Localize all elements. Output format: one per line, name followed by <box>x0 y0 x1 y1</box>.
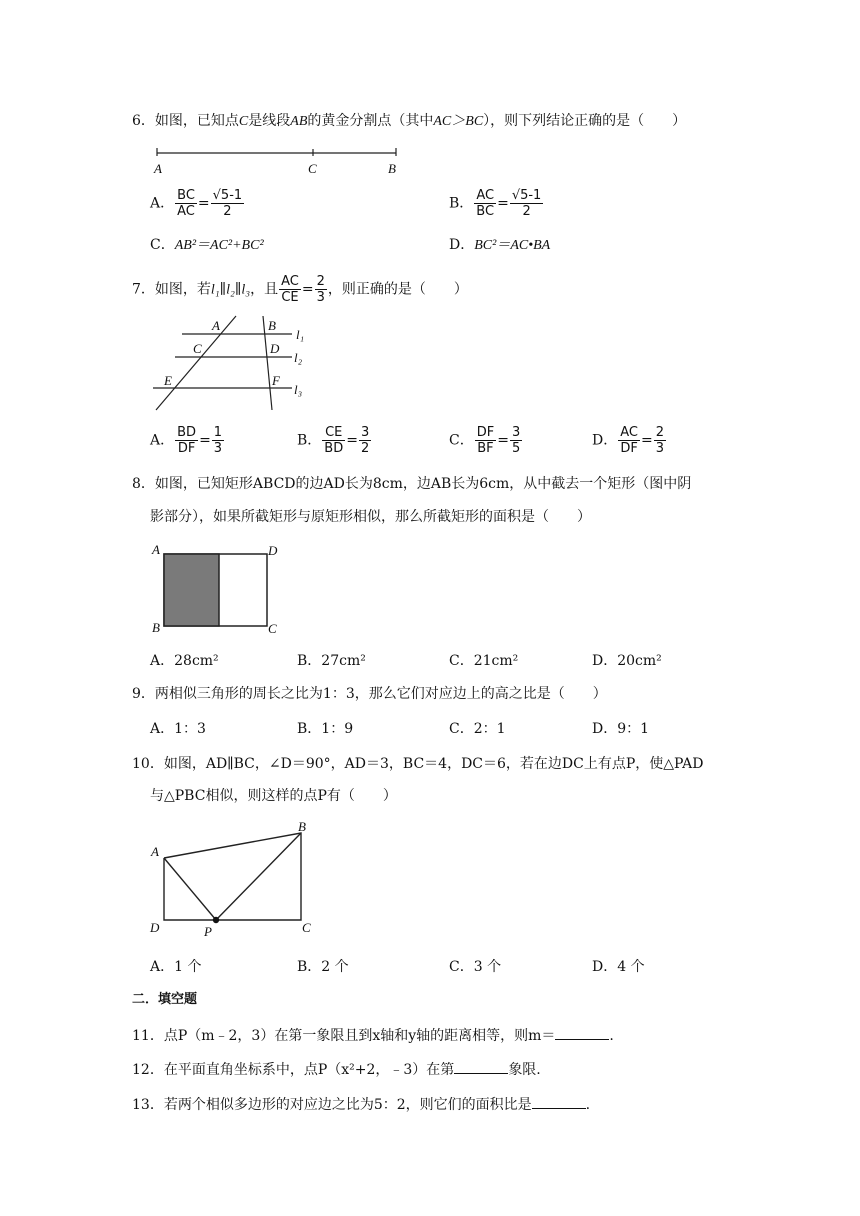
question-12: 12．在平面直角坐标系中，点P（x²+2，﹣3）在第 象限. <box>132 1059 541 1080</box>
q8-option-b[interactable]: B．27cm² <box>297 653 366 669</box>
q6-option-a[interactable]: A． $\frac{BC}{AC}$ = $\frac{√5-1}{2}$ <box>150 188 243 219</box>
fraction: $\frac{√5-1}{2}$ <box>212 188 243 219</box>
fraction: $\frac{√5-1}{2}$ <box>511 188 542 219</box>
fraction: $\frac{1}{3}$ <box>213 425 223 456</box>
question-number: 7． <box>132 281 155 298</box>
fraction: $\frac{AC}{BC}$ <box>476 188 495 219</box>
q8-option-a[interactable]: A．28cm² <box>150 653 219 669</box>
point-label-a: A <box>154 161 162 176</box>
q10-option-b[interactable]: B．2 个 <box>297 959 349 975</box>
answer-blank[interactable] <box>555 1025 609 1040</box>
fraction: $\frac{BC}{AC}$ <box>177 188 195 219</box>
question-13: 13．若两个相似多边形的对应边之比为5：2，则它们的面积比是 . <box>132 1094 590 1115</box>
point-label-a: A <box>151 844 159 859</box>
answer-blank[interactable] <box>532 1094 586 1109</box>
q6-option-c[interactable]: C．AB²＝AC²+BC² <box>150 237 264 253</box>
point-label-e: E <box>164 373 172 388</box>
q9-option-b[interactable]: B．1：9 <box>297 721 354 737</box>
q6-segment-figure <box>150 142 410 178</box>
point-label-a: A <box>152 542 160 557</box>
point-label-c: C <box>268 621 277 636</box>
question-9-stem: 9．两相似三角形的周长之比为1：3，那么它们对应边上的高之比是（ ） <box>132 686 607 702</box>
point-label-d: D <box>270 341 280 356</box>
fraction: $\frac{BD}{DF}$ <box>177 425 197 456</box>
fraction: $\frac{2}{3}$ <box>316 274 325 305</box>
fraction: $\frac{AC}{DF}$ <box>620 425 638 456</box>
q10-option-d[interactable]: D．4 个 <box>592 959 645 975</box>
point-label-c: C <box>193 341 202 356</box>
q8-rectangle-figure <box>150 540 285 638</box>
q8-option-c[interactable]: C．21cm² <box>449 653 519 669</box>
point-label-f: F <box>272 373 280 388</box>
question-number: 12． <box>132 1062 164 1078</box>
q7-option-d[interactable]: D． $\frac{AC}{DF}$ = $\frac{2}{3}$ <box>592 425 664 456</box>
question-number: 6． <box>132 113 155 129</box>
q9-option-d[interactable]: D．9：1 <box>592 721 650 737</box>
q10-option-a[interactable]: A．1 个 <box>150 959 202 975</box>
point-label-b: B <box>268 318 276 333</box>
line-label-l2: l₂ <box>294 350 303 365</box>
question-10-line-1: 10．如图，AD∥BC，∠D＝90°，AD＝3，BC＝4，DC＝6，若在边DC上有点P，使△PAD <box>132 756 704 772</box>
point-label-a: A <box>212 318 220 333</box>
question-number: 11． <box>132 1028 164 1044</box>
q6-option-d[interactable]: D．BC²＝AC•BA <box>449 237 551 253</box>
section-title-fill-in: 二．填空题 <box>132 992 198 1007</box>
question-7-stem: 7．如图，若l₁∥l₂∥l₃，且 $\frac{AC}{CE}$ = $\frac{2}{3}$ ，则正确的是（ ） <box>132 274 468 305</box>
point-label-b: B <box>298 819 306 834</box>
question-number: 10． <box>132 756 164 772</box>
point-label-d: D <box>268 543 278 558</box>
fraction: $\frac{CE}{BD}$ <box>324 425 344 456</box>
question-11: 11．点P（m﹣2，3）在第一象限且到x轴和y轴的距离相等，则m＝ . <box>132 1025 614 1046</box>
line-label-l3: l₃ <box>294 382 303 397</box>
question-8-line-1: 8．如图，已知矩形ABCD的边AD长为8cm，边AB长为6cm，从中截去一个矩形（图中阴 <box>132 476 692 492</box>
q10-trapezoid-figure <box>145 818 320 940</box>
q7-option-a[interactable]: A． $\frac{BD}{DF}$ = $\frac{1}{3}$ <box>150 425 223 456</box>
point-label-b: B <box>388 161 396 176</box>
point-label-c: C <box>308 161 317 176</box>
question-number: 13． <box>132 1097 164 1113</box>
answer-blank[interactable] <box>454 1059 508 1074</box>
q9-option-c[interactable]: C．2：1 <box>449 721 506 737</box>
question-8-line-2: 影部分），如果所截矩形与原矩形相似，那么所截矩形的面积是（ ） <box>150 509 591 525</box>
question-6-stem: 6．如图，已知点C是线段AB的黄金分割点（其中AC＞BC），则下列结论正确的是（ ） <box>132 113 687 129</box>
fraction: $\frac{2}{3}$ <box>655 425 664 456</box>
line-label-l1: l₁ <box>296 327 305 342</box>
fraction: $\frac{3}{5}$ <box>511 425 521 456</box>
point-label-b: B <box>152 620 160 635</box>
point-label-d: D <box>150 920 160 935</box>
q6-option-b[interactable]: B． $\frac{AC}{BC}$ = $\frac{√5-1}{2}$ <box>449 188 542 219</box>
q7-option-b[interactable]: B． $\frac{CE}{BD}$ = $\frac{3}{2}$ <box>297 425 370 456</box>
q9-option-a[interactable]: A．1：3 <box>150 721 206 737</box>
q8-option-d[interactable]: D．20cm² <box>592 653 662 669</box>
fraction: $\frac{DF}{BF}$ <box>476 425 495 456</box>
point-label-c: C <box>302 920 311 935</box>
q10-option-c[interactable]: C．3 个 <box>449 959 502 975</box>
point-label-p: P <box>204 924 212 939</box>
fraction: $\frac{3}{2}$ <box>360 425 370 456</box>
question-number: 9． <box>132 686 155 702</box>
q7-parallel-lines-figure <box>150 312 340 412</box>
question-10-line-2: 与△PBC相似，则这样的点P有（ ） <box>150 788 397 804</box>
question-number: 8． <box>132 476 155 492</box>
fraction: $\frac{AC}{CE}$ <box>281 274 299 305</box>
q7-option-c[interactable]: C． $\frac{DF}{BF}$ = $\frac{3}{5}$ <box>449 425 521 456</box>
